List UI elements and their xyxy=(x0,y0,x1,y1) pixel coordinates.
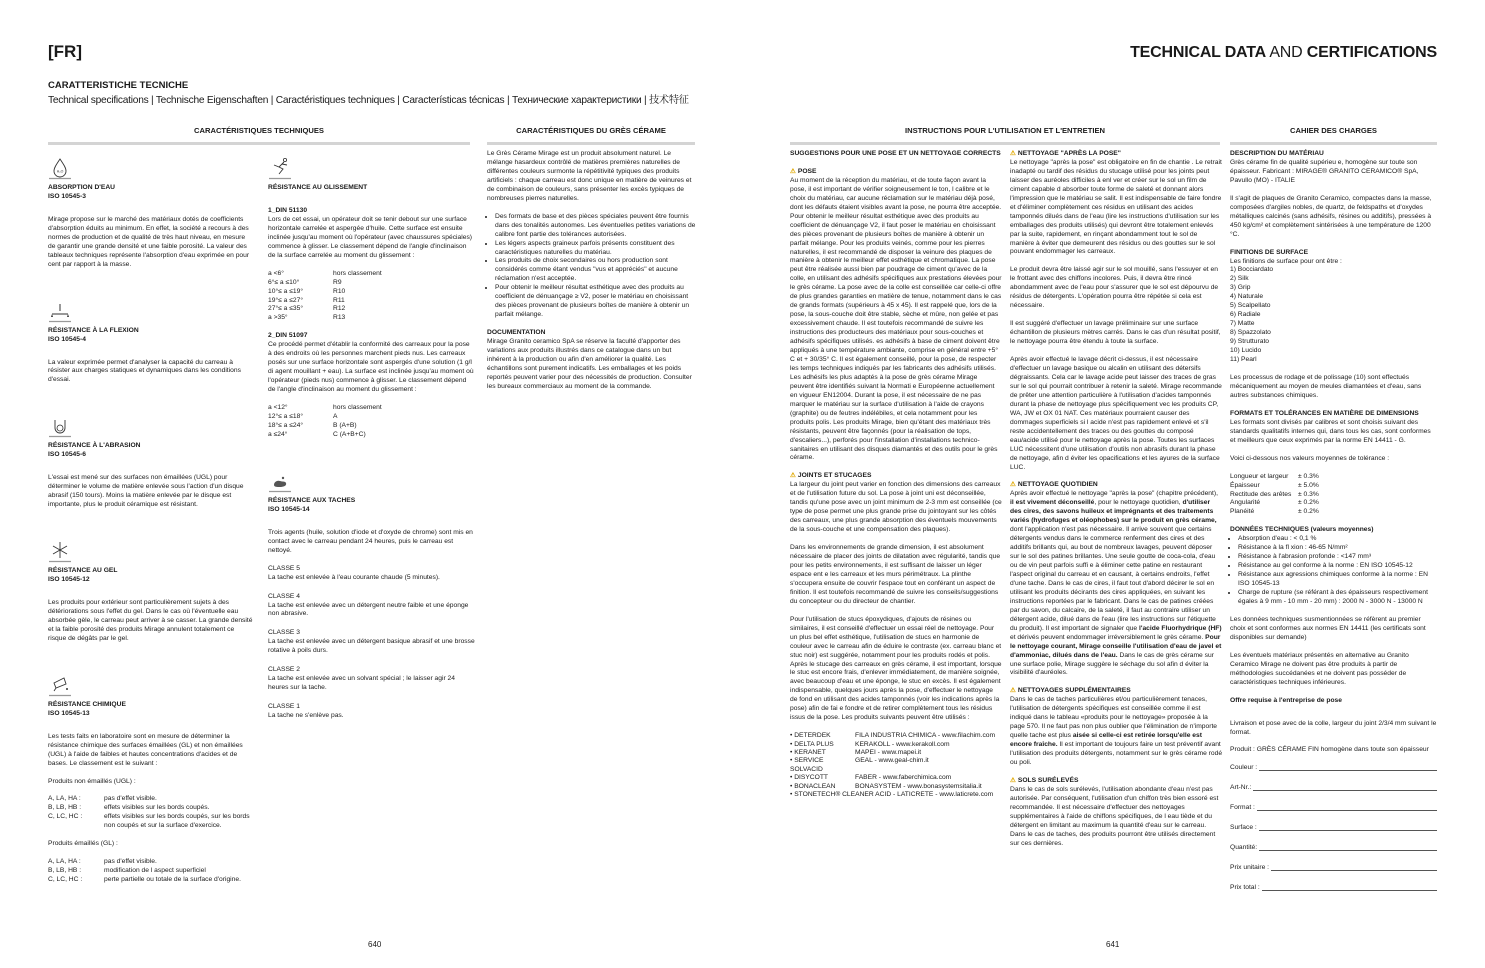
form-field[interactable] xyxy=(1230,884,1437,893)
row-label: a >35° xyxy=(268,314,288,322)
subheading: 1_DIN 51130 xyxy=(268,206,308,214)
column-technical-1 xyxy=(48,150,253,894)
list-item: • Résistance à l'abrasion profonde : <147 mm³ xyxy=(1238,553,1437,562)
list-item: 4) Naturale xyxy=(1230,293,1264,301)
row-value: MAPEI - www.mapei.it xyxy=(855,749,922,756)
row-label: 12°≤ a ≤18° xyxy=(268,413,304,421)
row-value: perte partielle ou totale de la surface d'origine. xyxy=(104,876,241,884)
value-table xyxy=(48,858,253,885)
row-label: Planéité xyxy=(1230,508,1255,516)
subheading: 2_DIN 51097 xyxy=(268,332,308,340)
list-item: • Les produits de choix secondaires ou hors production sont considérés comme étant vendus "vus et appréciés" et aucune réclamation n'est acceptée. xyxy=(495,257,697,284)
form-field[interactable] xyxy=(1230,844,1437,853)
row-label: A, LA, HA : xyxy=(48,795,81,803)
paragraph xyxy=(1010,696,1223,768)
row-label: B, LB, HB : xyxy=(48,867,82,875)
value-table xyxy=(268,270,475,324)
flexion-icon xyxy=(48,299,78,323)
table-row xyxy=(48,813,253,831)
text: Après avoir effectué le nettoyage "après la pose" (chapitre précédent), xyxy=(1010,490,1218,498)
row-value: hors classement xyxy=(333,269,382,277)
row-label: Angularité xyxy=(1230,499,1261,507)
list-item: • Absorption d'eau : < 0,1 % xyxy=(1238,535,1437,544)
warning-title: NETTOYAGE "APRÈS LA POSE" xyxy=(1017,150,1121,157)
row-label: C, LC, HC : xyxy=(48,813,83,821)
class-description: La tache est enlevée avec un détergent neutre faible et une éponge non abrasive. xyxy=(268,601,469,618)
row-label: • DELTA PLUS xyxy=(790,740,834,748)
row-value: R10 xyxy=(333,287,346,295)
heading-line: RÉSISTANCE AU GLISSEMENT xyxy=(268,184,368,191)
paragraph: Le nettoyage "après la pose" est obligatoire en fin de chantie . Le retrait inadapté ou tardif des résidus du stucage utilisé pour les joints peut laisser des auréoles difficiles à enl ver et créer sur le sol un film de ciment capable d absorber toute forme de saleté et donnant alors l'impression que le matériau se salit. Il est indispensable de faire fondre et d'éliminer complètement ces résidus en utilisant des acides tamponnés dilués dans de l'eau (lire les instructions d'utilisation sur les emballages des produits utilisés) qui devront être totalement enlevés par la suite, rapidement, en rinçant abondamment tout le sol de manière à éviter que demeurent des résidus ou des gouttes sur le sol pouvant endommager les carreaux. xyxy=(1010,158,1222,256)
abrasion-icon xyxy=(48,414,78,438)
title-part: CERTIFICATIONS xyxy=(1306,44,1437,61)
row-value: pas d'effet visible. xyxy=(104,858,157,866)
row-label: 6°≤ a ≤10° xyxy=(268,278,300,286)
warning-heading xyxy=(790,472,1002,481)
block-heading xyxy=(1230,697,1437,706)
stain-class xyxy=(268,703,475,721)
field-line[interactable] xyxy=(1259,824,1437,831)
block-heading xyxy=(790,150,1002,159)
subheading: DESCRIPTION DU MATÉRIAU xyxy=(1230,150,1324,157)
warning-heading xyxy=(1010,687,1223,696)
section-header-ceramic: CARACTÉRISTIQUES DU GRÈS CÉRAME xyxy=(487,126,695,145)
row-value: ± 0.2% xyxy=(1298,499,1319,507)
form-field[interactable] xyxy=(1230,864,1437,873)
stain-class xyxy=(268,666,475,693)
table-row xyxy=(48,858,253,867)
page-title xyxy=(1130,44,1437,62)
row-label: 10°≤ a ≤19° xyxy=(268,287,304,295)
row-value: C (A+B+C) xyxy=(333,430,366,438)
finish-list xyxy=(1230,258,1437,365)
row-value: R12 xyxy=(333,305,346,313)
paragraph: Dans le cas de sols surélevés, l'utilisation abondante d'eau n'est pas autorisée. Par conséquent, l'utilisation d'un chiffon très bien essoré est recommandée. Il est nécessaire d'effectuer des nettoyages supplémentaires à l'aide de chiffons spécifiques, de l eau tiède et du détergent en limitant au maximum la quantité d'eau sur le carreau. Dans le cas de taches, des produits pourront être utilisés directement sur ces dernières. xyxy=(1010,785,1219,847)
paragraph: Ce procédé permet d'établir la conformité des carreaux pour la pose à des endroits où les personnes marchent pieds nus. Les carreaux posés sur une surface horizontale sont aspergés d'une solution (1 g/l di agent mouillant + eau). La surface est inclinée jusqu'au moment où l'opérateur (pieds nus) commence à glisser. Le classement dépend de l'angle d'inclinaison au moment du glissement : xyxy=(268,341,474,394)
warning-heading xyxy=(1010,481,1223,490)
column-ceramic xyxy=(487,150,697,401)
subtitle: CARATTERISTICHE TECNICHE xyxy=(48,80,189,91)
table-row xyxy=(268,422,475,431)
subheading: DONNÉES TECHNIQUES (valeurs moyennes) xyxy=(1230,526,1374,534)
paragraph: Trois agents (huile, solution d'iode et d'oxyde de chrome) sont mis en contact avec le carreau pendant 24 heures, puis le carreau est nettoyé. xyxy=(268,528,473,554)
row-label: • DISYCOTT xyxy=(790,774,829,782)
row-value: R9 xyxy=(333,278,342,286)
warning-title: SOLS SURÉLEVÉS xyxy=(1017,777,1079,784)
row-value: FABER - www.faberchimica.com xyxy=(855,774,952,782)
heading-line: RÉSISTANCE AU GEL xyxy=(48,567,118,575)
row-value: R13 xyxy=(333,314,346,322)
title-part: AND xyxy=(1265,44,1307,61)
row-value: R11 xyxy=(333,296,345,304)
section-header-instructions: INSTRUCTIONS POUR L'UTILISATION ET L'ENTRETIEN xyxy=(790,126,1220,145)
table-row xyxy=(268,288,475,297)
paragraph: Produits émaillés (GL) : xyxy=(48,840,118,848)
warning-title: NETTOYAGES SUPPLÉMENTAIRES xyxy=(1017,687,1131,695)
value-table xyxy=(48,795,253,831)
warning-title: JOINTS ET STUCAGES xyxy=(797,472,872,480)
row-value: ± 0.3% xyxy=(1298,490,1319,498)
list-item: • Charge de rupture (se référant à des épaisseurs respectivement égales à 9 mm - 10 mm - 20 mm) : 2000 N - 3000 N - 13000 N xyxy=(1238,589,1437,607)
block-heading xyxy=(48,327,253,345)
table-row xyxy=(268,279,475,288)
paragraph: Lors de cet essai, un opérateur doit se tenir debout sur une surface horizontale carrelée et aspergée d'huile. Cette surface est ensuite inclinée jusqu'au moment où l'opérateur (avec chaussures spéciales) commence à glisser. Le classement dépend de l'angle d'inclinaison de la surface carrelée au moment du glissement : xyxy=(268,215,473,259)
bold-text: il est vivement déconseillé xyxy=(1010,499,1095,507)
warning-heading xyxy=(1010,150,1223,159)
field-label: Format : xyxy=(1230,804,1255,812)
field-line[interactable] xyxy=(1259,844,1437,851)
heading-line: ISO 10545-4 xyxy=(48,335,86,343)
warning-heading xyxy=(790,168,1002,177)
row-value: FILA INDUSTRIA CHIMICA - www.filachim.com xyxy=(855,732,996,740)
row-value: modification de l aspect superficiel xyxy=(104,867,206,875)
row-label: • BONACLEAN xyxy=(790,782,836,790)
paragraph: Voici ci-dessous nos valeurs moyennes de tolérance : xyxy=(1230,454,1390,462)
list-item: • Résistance au gel conforme à la norme : EN ISO 10545-12 xyxy=(1238,562,1437,571)
water-drop-icon xyxy=(48,156,78,180)
spacer xyxy=(268,449,475,463)
list-item: • Des formats de base et des pièces spéciales peuvent être fournis dans des tonalités autonomes. Les éventuelles petites variations de calibre font partie des tolérances autorisées. xyxy=(495,213,697,240)
table-row xyxy=(268,404,475,413)
heading-line: ISO 10545-13 xyxy=(48,709,90,717)
row-label: a <6° xyxy=(268,269,284,277)
chemical-icon xyxy=(48,673,78,697)
field-line[interactable] xyxy=(1259,764,1437,771)
paragraph: Les processus de rodage et de polissage (10) sont effectués mécaniquement au moyen de meules diamantées et d'eau, sans autres substances chimiques. xyxy=(1230,373,1422,399)
column-instructions-2 xyxy=(1010,150,1223,858)
warning-icon: ⚠ xyxy=(790,167,798,175)
table-row xyxy=(1230,482,1437,491)
text: , pour le nettoyage quotidien, xyxy=(1094,499,1183,507)
field-label: Art-Nr.: xyxy=(1230,784,1252,792)
page-number-right: 641 xyxy=(1106,940,1120,949)
value-table xyxy=(1230,473,1437,518)
paragraph: L'essai est mené sur des surfaces non émaillées (UGL) pour déterminer le volume de matière enlevée sous l'action d'un disque abrasif (150 tours). Moins la matière enlevée par le disque est importante, plus le produit céramique est résistant. xyxy=(48,474,244,509)
warning-icon: ⚠ xyxy=(1010,687,1018,695)
text: Dans le cas de taches particulières et/ou particulièrement tenaces, l'utilisation de détergents spécifiques est conseillée comme il est indiqué dans le tableau «produits pour le nettoyage» proposée à la page 570. Il ne faut pas non plus oublier que l'élimination de n'importe quelle tache est plus xyxy=(1010,696,1218,740)
form-field[interactable] xyxy=(1230,804,1437,813)
paragraph xyxy=(1010,490,1223,678)
block-heading xyxy=(268,184,475,193)
column-technical-2 xyxy=(268,150,475,731)
table-row xyxy=(48,867,253,876)
snowflake-icon xyxy=(48,539,78,563)
class-description: La tache est enlevée avec un détergent basique abrasif et une brosse rotative à poils durs. xyxy=(268,638,475,655)
row-label: A, LA, HA : xyxy=(48,858,81,866)
row-label: Épaisseur xyxy=(1230,481,1260,489)
row-value: A xyxy=(333,413,338,421)
heading-line: RÉSISTANCE À LA FLEXION xyxy=(48,326,139,334)
heading-line: Offre requise à l'entreprise de pose xyxy=(1230,696,1342,704)
field-label: Prix unitaire : xyxy=(1230,864,1270,872)
row-value: BONASYSTEM - www.bonasystemsitalia.it xyxy=(855,782,982,790)
row-value: effets visibles sur les bords coupés, sur les bords non coupés et sur la surface d'exercice. xyxy=(104,813,250,830)
form-field[interactable] xyxy=(1230,784,1437,793)
paragraph: Livraison et pose avec de la colle, largeur du joint 2/3/4 mm suivant le format. xyxy=(1230,719,1437,736)
spacer xyxy=(48,279,253,293)
paragraph: Les éventuels matériaux présentés en alternative au Granito Ceramico Mirage ne doivent pas être produits à partir de méthodologies succédanées et ne doivent pas posséder de caractéristiques techniques inférieures. xyxy=(1230,651,1409,686)
form-field[interactable] xyxy=(1230,824,1437,833)
list-item: 9) Strutturato xyxy=(1230,338,1270,346)
table-row xyxy=(1230,508,1437,517)
list-item: • Les légers aspects graineux parfois présents constituent des caractéristiques naturelles du matériau. xyxy=(495,240,697,258)
field-line[interactable] xyxy=(1257,804,1437,811)
paragraph: Les tests faits en laboratoire sont en mesure de déterminer la résistance chimique des surfaces émaillées (GL) et non émaillées (UGL) à l'aide de faibles et hautes concentrations d'acides et de bases. Le classement est le suivant : xyxy=(48,732,243,767)
section-header-specifications: CAHIER DES CHARGES xyxy=(1230,126,1437,145)
table-row xyxy=(790,757,1002,774)
row-label: 19°≤ a ≤27° xyxy=(268,296,304,304)
table-row xyxy=(48,795,253,804)
paragraph: Au moment de la réception du matériau, et de toute façon avant la pose, il est important de vérifier soigneusement le ton, l calibre et le choix du matériau, car aucune réclamation sur le matériau déjà posé, dont les défauts étaient visibles avant la pose, ne pourra être acceptée. Pour obtenir le meilleur résultat esthétique avec des produits au coefficient de dénuançage V2, il faut poser le matériau en choisissant des pièces provenant de plusieurs boîtes de manière à obtenir un parfait mélange. Pour les produits veinés, comme pour les pierres naturelles, il est recommandé de disposer la veinure des plaques de manière à obtenir le meilleur effet esthétique et chromatique. La pose peut être réalisée aussi bien par poudrage de ciment qu'avec de la colle, en utilisant des adhésifs spécifiques aux prestations élevées pour le grès cérame. La pose avec de la colle est conseillée car celle-ci offre de plus grandes garanties en matière de tenue, notamment dans le cas de grands formats (supérieurs à 45 x 45). Il est rappelé que, lors de la pose, la sous-couche doit être stable, sèche et mûre, non gelée et pas excessivement chaude. Il est toutefois recommandé de suivre les instructions des producteurs des matériaux pour sous-couches et adhésifs spécifiques utilisés. es adhésifs à base de ciment doivent être appliqués à une température ambiante, comprise en général entre +5° C et + 30/35° C. Il est également conseillé, pour la pose, de respecter les temps techniques indiqués par les fabricants des adhésifs utilisés. Les adhésifs les plus adaptés à la pose de grès cérame Mirage peuvent être identifiés suivant la Normati e Européenne actuellement en vigueur EN12004. Durant la pose, il est nécessaire de ne pas marquer le matériau sur la surface d'utilisation à l'aide de crayons (graphite) ou de feutres indélébiles, et cela notamment pour les produits polis. Les produits Mirage, bien qu'étant des matériaux très résistants, peuvent être façonnés (pour la réalisation de tops, d'escaliers...), perforés pour l'installation d'installations technico-sanitaires en utilisant des disques diamantés et des outils pour le grès cérame. xyxy=(790,176,1002,462)
heading-line: ABSORPTION D'EAU xyxy=(48,184,115,191)
text: et dérivés peuvent endommager irréversiblement le grès cérame. xyxy=(1010,633,1206,641)
subheading: FINITIONS DE SURFACE xyxy=(1230,248,1309,256)
spacer xyxy=(48,653,253,667)
title-part: TECHNICAL DATA xyxy=(1130,44,1266,61)
list-item: 3) Grip xyxy=(1230,284,1251,292)
list-item: • Résistance à la fl xion : 46-65 N/mm² xyxy=(1238,544,1437,553)
paragraph: Mirage propose sur le marché des matériaux dotés de coefficients d'absorption éduits au minimum. En effet, la société a recours à des normes de production et de qualité de très haut niveau, en mesure de garantir une grande densité et une faible porosité. La valeur des tableaux techniques représente l'absorption d'eau exprimée en pour cent par rapport à la masse. xyxy=(48,215,250,268)
bold-text: l'acide Fluorhydrique (HF) xyxy=(1139,624,1222,632)
warning-title: POSE xyxy=(797,167,817,175)
heading-line: ISO 10545-12 xyxy=(48,576,90,584)
class-description: La tache ne s'enlève pas. xyxy=(268,712,344,720)
row-label: Rectitude des arêtes xyxy=(1230,490,1292,498)
stain-class xyxy=(268,629,475,656)
row-label: B, LB, HB : xyxy=(48,804,82,812)
language-list: Technical specifications | Technische Eigenschaften | Caractéristiques techniques | Características técnicas | Технические характеристики | 技术特征 xyxy=(48,95,689,106)
list-item: 7) Matte xyxy=(1230,320,1255,328)
class-description: La tache est enlevée à l'eau courante chaude (5 minutes). xyxy=(268,573,440,581)
block-heading xyxy=(48,567,253,585)
spacer xyxy=(48,519,253,533)
list-item: • Pour obtenir le meilleur résultat esthétique avec des produits au coefficient de dénuançage ≥ V2, poser le matériau en choisissant des pièces provenant de plusieurs boîtes de manière à obtenir un parfait mélange. xyxy=(495,284,697,320)
stain-class xyxy=(268,593,475,620)
row-value: KERAKOLL - www.kerakoll.com xyxy=(855,740,950,748)
warning-icon: ⚠ xyxy=(790,472,798,480)
heading-line: RÉSISTANCE CHIMIQUE xyxy=(48,700,126,708)
field-label: Prix total : xyxy=(1230,884,1260,892)
table-row xyxy=(268,305,475,314)
class-label: CLASSE 5 xyxy=(268,564,300,572)
class-label: CLASSE 4 xyxy=(268,592,300,600)
list-item: 10) Lucido xyxy=(1230,347,1262,355)
warning-icon: ⚠ xyxy=(1010,777,1018,784)
subheading: FORMATS ET TOLÉRANCES EN MATIÈRE DE DIMENSIONS xyxy=(1230,409,1419,417)
table-row xyxy=(1230,473,1437,482)
row-value: ± 5.0% xyxy=(1298,481,1319,489)
subheading: DOCUMENTATION xyxy=(487,329,546,337)
paragraph: Pour l'utilisation de stucs époxydiques, d'ajouts de résines ou similaires, il est conseillé d'effectuer un essai réel de nettoyage. Pour un plus bel effet esthétique, l'utilisation de stucs en harmonie de couleur avec le carreau afin de éduire le contraste (ex. carreau blanc et stuc noir) est suggérée, notamment pour les produits rodés et polis. Après le stucage des carreaux en grès cérame, il est important, lorsque le stuc est encore frais, d'enlever immédiatement, de manière soignée, avec beaucoup d'eau et une éponge, le stuc en excès. Il est également indispensable, quelques jours après la pose, d'effectuer le nettoyage de fond en utilisant des acides tamponnés (voir les indications après la pose) afin de fai e fondre et de retirer complètement tous les résidus issus de la pose. Les produits suivants peuvent être utilisés : xyxy=(790,615,1002,722)
products-table xyxy=(790,732,1002,799)
paragraph: Les données techniques susmentionnées se réfèrent au premier choix et sont conformes aux normes EN 14411 (les certificats sont disponibles sur demande) xyxy=(1230,615,1426,641)
slip-icon xyxy=(268,156,298,180)
table-row xyxy=(48,876,253,885)
section-header-technical: CARACTÉRISTIQUES TECHNIQUES xyxy=(48,126,470,145)
row-value: GEAL - www.geal-chim.it xyxy=(855,757,929,765)
table-row xyxy=(790,749,1002,757)
text: Dans le cas de grès cérame sur une surface polie, Mirage suggère le séchage du sol afin d éviter la visibilité d'auréoles. xyxy=(1010,651,1214,677)
row-label: a ≤24° xyxy=(268,430,288,438)
row-value: ± 0.3% xyxy=(1298,472,1319,480)
heading-line: SUGGESTIONS POUR UNE POSE ET UN NETTOYAGE CORRECTS xyxy=(790,150,1001,157)
column-instructions-1 xyxy=(790,150,1002,808)
paragraph: Les formats sont divisés par calibres et sont choisis suivant des standards qualitatifs internes qui, dans tous les cas, sont conformes et meilleurs que ceux exprimés par la norme EN 14411 - G. xyxy=(1230,418,1431,444)
row-label: • KERANET xyxy=(790,749,826,756)
column-specifications xyxy=(1230,150,1437,904)
table-row xyxy=(790,783,1002,791)
list-item: 11) Pearl xyxy=(1230,356,1257,364)
block-heading xyxy=(268,497,475,515)
row-label: • SERVICE SOLVACID xyxy=(790,757,824,773)
heading-line: RÉSISTANCE AUX TACHES xyxy=(268,496,356,504)
table-row xyxy=(790,741,1002,749)
list-item: 6) Radiale xyxy=(1230,311,1261,319)
bullet-list xyxy=(487,213,697,320)
table-row xyxy=(790,791,1002,799)
row-label: a <12° xyxy=(268,404,288,412)
list-item: 2) Silk xyxy=(1230,275,1249,283)
field-label: Quantité: xyxy=(1230,844,1258,852)
field-label: Couleur : xyxy=(1230,764,1258,772)
form-field[interactable] xyxy=(1230,764,1437,773)
row-label: C, LC, HC : xyxy=(48,876,83,884)
class-label: CLASSE 1 xyxy=(268,703,300,711)
row-value: ± 0.2% xyxy=(1298,508,1319,516)
field-line[interactable] xyxy=(1271,864,1437,871)
paragraph: La largeur du joint peut varier en fonction des dimensions des carreaux et de l'utilisation future du sol. La pose à joint uni est déconseillée, tandis qu'une pose avec un joint minimum de 2-3 mm est conseillée (ce type de pose permet une plus grande prise du jointoyant sur les côtés des carreaux, une plus grande absorption des éventuels mouvements de la sous-couche et une compensation des plaques). xyxy=(790,481,1002,534)
heading-line: ISO 10545-14 xyxy=(268,505,310,513)
class-label: CLASSE 3 xyxy=(268,629,300,637)
class-label: CLASSE 2 xyxy=(268,666,300,674)
warning-title: NETTOYAGE QUOTIDIEN xyxy=(1017,481,1098,489)
list-item: 8) Spazzolato xyxy=(1230,329,1271,337)
paragraph: La valeur exprimée permet d'analyser la capacité du carreau à résister aux charges statiques et dynamiques dans les conditions d'essai. xyxy=(48,358,241,384)
value-table xyxy=(268,404,475,440)
row-label: • DETERDEK xyxy=(790,732,831,740)
paragraph: Il s'agit de plaques de Granito Ceramico, compactes dans la masse, composées d'argiles nobles, de quartz, de feldspaths et d'oxydes métalliques calcinés (sans adhésifs, résines ou additifs), pressées à 450 kg/cm² et complètement sintérisées à une température de 1200 °C. xyxy=(1230,194,1432,238)
warning-icon: ⚠ xyxy=(1010,150,1018,157)
paragraph: Il est suggéré d'effectuer un lavage préliminaire sur une surface échantillon de plusieurs mètres carrés. Dans le cas d'un résultat positif, le nettoyage pourra être étendu à toute la surface. xyxy=(1010,320,1221,346)
table-row xyxy=(48,804,253,813)
paragraph: Après avoir effectué le lavage décrit ci-dessus, il est nécessaire d'effectuer un lavage basique ou alcalin en utilisant des détersifs dégraissants. Cela car le lavage acide peut laisser des traces de gras sur le sol qui pourrait contribuer à retenir la saleté. Mirage recommande de prêter une attention particulière à l'utilisation d'acides tamponnés durant la phase de nettoyage plus spécifiquement vec les produits CP, WA, JW et OX 01 NAT. Ces matériaux pourraient causer des dommages superficiels si l acide n'est pas rapidement enlevé et s'il reste accidentellement des traces ou des gouttes du composé eau/acide utilisé pour le nettoyage après la pose. Toutes les surfaces LUC nécessitent d'une utilisation d'outils non abrasifs durant la phase de nettoyage, afin d éviter les opacifications et les ayures de la surface LUC. xyxy=(1010,356,1222,471)
paragraph: Grès cérame fin de qualité supérieu e, homogène sur toute son épaisseur. Fabricant : MIRAGE® GRANITO CERAMICO® SpA, Pavullo (MO) - ITALIE xyxy=(1230,158,1419,184)
row-label: Longueur et largeur xyxy=(1230,472,1289,480)
list-item: • Résistance aux agressions chimiques conforme à la norme : EN ISO 10545-13 xyxy=(1238,571,1437,589)
field-line[interactable] xyxy=(1262,884,1437,891)
language-tag: [FR] xyxy=(48,42,82,61)
field-label: Surface : xyxy=(1230,824,1257,832)
list-item: 5) Scalpellato xyxy=(1230,302,1271,310)
class-description: La tache est enlevée avec un solvant spécial ; le laisser agir 24 heures sur la tache. xyxy=(268,675,455,692)
bold-text: aisée si celle-ci est retirée lorsqu'elle est encore fraîche. xyxy=(1010,732,1202,749)
table-row xyxy=(268,270,475,279)
row-value: effets visibles sur les bords coupés. xyxy=(104,804,210,812)
table-row xyxy=(1230,499,1437,508)
table-row xyxy=(1230,491,1437,500)
table-row xyxy=(268,413,475,422)
paragraph: Les produits pour extérieur sont particulièrement sujets à des détériorations sous l'effet du gel. Dans le cas où l'éventuelle eau absorbée gèle, le carreau peut arriver à se casser. La grande densité et la faible porosité des produits Mirage annulent totalement ce risque de dégâts par le gel. xyxy=(48,599,253,642)
paragraph: Mirage Granito ceramico SpA se réserve la faculté d'apporter des variations aux produits illustrés dans ce catalogue dans un but inhérent à la production ou afin d'en améliorer la qualité. Les échantillons sont purement indicatifs. Les emballages et les poids reportés peuvent varier pour des nécessités de production. Consulter les bureaux commerciaux au moment de la commande. xyxy=(487,338,692,390)
spacer xyxy=(48,394,253,408)
heading-line: RÉSISTANCE À L'ABRASION xyxy=(48,442,141,450)
block-heading xyxy=(48,184,253,202)
text: dont l'application n'est pas nécessaire. Il arrive souvent que certains détergents vendus dans le commerce renferment des cires et des additifs brillants qui, au bout de nombreux lavages, peuvent déposer sur le sol des patines brillantes. Une seule goutte de coca-cola, d'eau ou de vin peut parfois suffi e à éliminer cette patine en restaurant l'aspect original du carreau et en causant, à certains endroits, l'effet d'une tache. Dans le cas de cires, il faut tout d'abord décirer le sol en utilisant les produits décirants des cires appliquées, en suivant les instructions reportées par le fabricant. Dans le cas de patines créées par du savon, du calcaire, de la saleté, il faut au contraire utiliser un détergent acide, dilué dans de l'eau (lire les instructions sur l'étiquette du produit). Il est important de signaler que xyxy=(1010,526,1216,632)
stain-class xyxy=(268,565,475,583)
paragraph: Produit : GRÈS CÉRAME FIN homogène dans toute son épaisseur xyxy=(1230,746,1429,754)
bold-text: d'utiliser des cires, des savons huileux et imprégnants et des traitements variés (hydrofuges et oléophobes) sur le produit en grès cérame, xyxy=(1010,499,1217,525)
stain-icon xyxy=(268,469,298,493)
row-value: pas d'effet visible. xyxy=(104,795,157,803)
bullet-list xyxy=(1230,535,1437,607)
paragraph: Le produit devra être laissé agir sur le sol mouillé, sans l'essuyer et en le frottant avec des chiffons incolores. Puis, il devra être rincé abondamment avec de l'eau pour s'assurer que le sol est dépourvu de résidus de détergents. L'opération pourra être répétée si cela est nécessaire. xyxy=(1010,266,1219,310)
row-label: • STONETECH® CLEANER ACID - LATICRETE - www.laticrete.com xyxy=(790,791,994,799)
row-label: 27°≤ a ≤35° xyxy=(268,305,304,313)
list-item: Les finitions de surface pour ont être : xyxy=(1230,257,1342,265)
paragraph: Le Grès Cérame Mirage est un produit absolument naturel. Le mélange hasardeux contrôlé de matières premières naturelles de différentes couleurs surmonte la répétitivité typiques des produits artificiels : chaque carreau est donc unique en matière de veinures et de combinaison de couleurs, sans présenter les excès typiques de nombreuses pierres naturelles. xyxy=(487,150,692,202)
row-label: 18°≤ a ≤24° xyxy=(268,421,304,429)
table-row xyxy=(790,732,1002,740)
field-line[interactable] xyxy=(1253,784,1437,791)
block-heading xyxy=(48,442,253,460)
text: Il est important de toujours faire un test préventif avant l'utilisation des produits détergents, notamment sur le grès cérame rodé ou poli. xyxy=(1010,741,1223,767)
paragraph: Produits non émaillés (UGL) : xyxy=(48,777,136,785)
heading-line: ISO 10545-6 xyxy=(48,451,86,459)
row-value: B (A+B) xyxy=(333,421,357,429)
warning-icon: ⚠ xyxy=(1010,481,1018,489)
table-row xyxy=(268,314,475,323)
svg-text:H₂O: H₂O xyxy=(56,169,64,174)
page-number-left: 640 xyxy=(368,940,382,949)
list-item: 1) Bocciardato xyxy=(1230,266,1274,274)
row-value: hors classement xyxy=(333,404,382,412)
block-heading xyxy=(48,701,253,719)
heading-line: ISO 10545-3 xyxy=(48,192,86,200)
table-row xyxy=(268,431,475,440)
table-row xyxy=(790,774,1002,782)
paragraph: Dans les environnements de grande dimension, il est absolument nécessaire de placer des joints de dilatation avec régularité, tandis que pour les petits environnements, il est suffisant de laisser un léger espace ent e les carreaux et les murs périmétraux. La plinthe s'occupera ensuite de couvrir l'espace tout en conférant un aspect de finition. Il est toutefois recommandé de suivre les conseils/suggestions du concepteur ou du directeur de chantier. xyxy=(790,544,1001,605)
warning-heading xyxy=(1010,777,1223,786)
form-fields xyxy=(1230,764,1437,893)
bold-text: Pour le nettoyage courant, Mirage conseille l'utilisation d'eau de javel et d'ammoniac, dilués dans de l'eau. xyxy=(1010,633,1222,659)
